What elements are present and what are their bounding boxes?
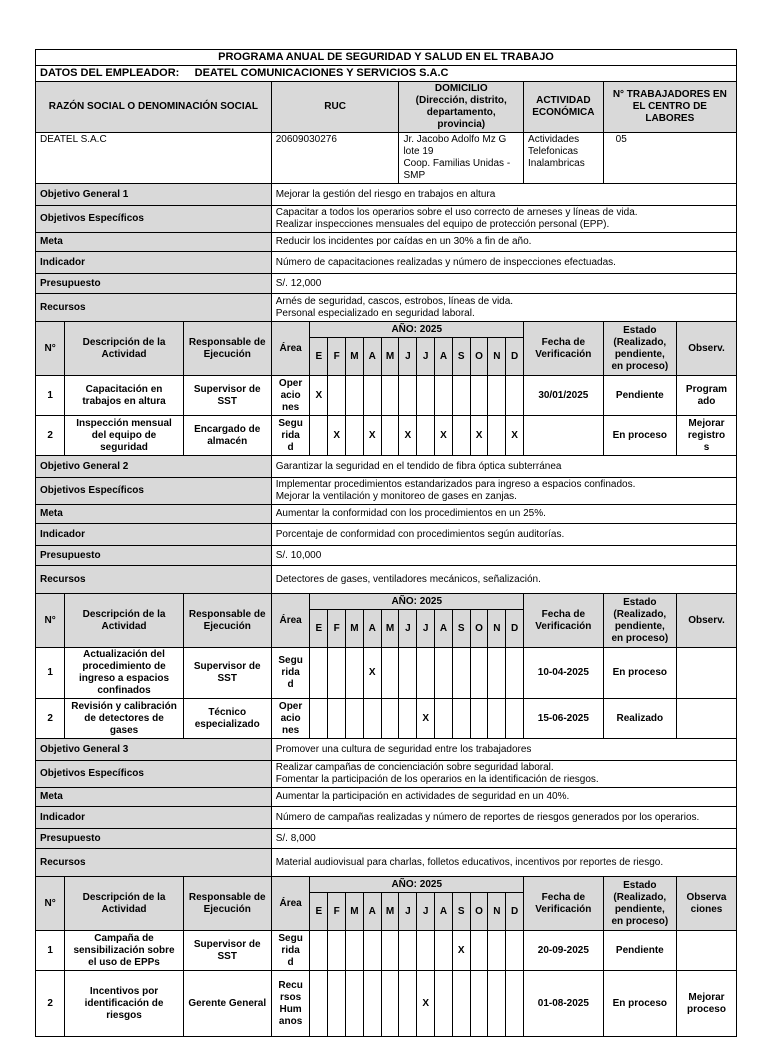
activity-observation: Mejorar proceso: [676, 971, 736, 1037]
header-domicilio: DOMICILIO (Dirección, distrito, departamento, provincia): [399, 82, 524, 133]
objective-general-text: Mejorar la gestión del riesgo en trabajos en altura: [271, 184, 736, 206]
presupuesto-value: S/. 8,000: [271, 829, 736, 849]
month-mark: [328, 971, 346, 1037]
activity-area: Segu rida d: [271, 931, 310, 971]
col-header-desc: Descripción de la Actividad: [65, 877, 183, 931]
activity-area: Oper acio nes: [271, 376, 310, 416]
presupuesto-value: S/. 10,000: [271, 546, 736, 566]
month-mark: [506, 376, 524, 416]
month-mark: [452, 971, 470, 1037]
month-mark: [399, 699, 417, 739]
month-header: A: [363, 610, 381, 648]
header-trabajadores: N° TRABAJADORES EN EL CENTRO DE LABORES: [603, 82, 736, 133]
activity-observation: Mejorar registro s: [676, 416, 736, 456]
month-mark: [346, 931, 364, 971]
program-table: [35, 49, 737, 1037]
month-mark: X: [328, 416, 346, 456]
col-header-area: Área: [271, 594, 310, 648]
month-header: E: [310, 610, 328, 648]
month-mark: [381, 931, 399, 971]
activity-responsible: Técnico especializado: [183, 699, 271, 739]
objectives-especificos-label: Objetivos Específicos: [36, 206, 272, 233]
month-header: A: [435, 610, 453, 648]
activity-area: Recu rsos Hum anos: [271, 971, 310, 1037]
month-mark: X: [399, 416, 417, 456]
month-mark: [488, 648, 506, 699]
col-header-num: N°: [36, 877, 65, 931]
activity-observation: [676, 648, 736, 699]
month-header: N: [488, 893, 506, 931]
month-mark: X: [435, 416, 453, 456]
header-razon-social: RAZÓN SOCIAL O DENOMINACIÓN SOCIAL: [36, 82, 272, 133]
month-header: N: [488, 338, 506, 376]
activity-date: 30/01/2025: [524, 376, 604, 416]
activity-responsible: Supervisor de SST: [183, 931, 271, 971]
employer-name: DEATEL COMUNICACIONES Y SERVICIOS S.A.C: [194, 67, 449, 79]
col-header-desc: Descripción de la Actividad: [65, 322, 183, 376]
month-mark: [328, 648, 346, 699]
month-header: O: [470, 610, 488, 648]
month-mark: [506, 971, 524, 1037]
month-header: S: [452, 893, 470, 931]
month-header: M: [381, 610, 399, 648]
month-mark: [488, 931, 506, 971]
month-header: J: [417, 610, 435, 648]
month-header: J: [417, 893, 435, 931]
month-header: M: [381, 338, 399, 376]
activity-status: Pendiente: [603, 376, 676, 416]
month-header: D: [506, 610, 524, 648]
objectives-especificos-label: Objetivos Específicos: [36, 478, 272, 505]
month-mark: [346, 416, 364, 456]
activity-num: 1: [36, 648, 65, 699]
indicador-label: Indicador: [36, 524, 272, 546]
month-mark: [310, 648, 328, 699]
month-header: M: [346, 610, 364, 648]
month-mark: [470, 931, 488, 971]
meta-value: Reducir los incidentes por caídas en un 30% a fin de año.: [271, 233, 736, 252]
month-header: E: [310, 338, 328, 376]
activity-area: Segu rida d: [271, 416, 310, 456]
activity-status: En proceso: [603, 971, 676, 1037]
employer-row: [36, 66, 737, 82]
month-mark: [435, 376, 453, 416]
month-mark: [417, 931, 435, 971]
objective-general-label: Objetivo General 3: [36, 739, 272, 761]
header-actividad: ACTIVIDAD ECONÓMICA: [524, 82, 604, 133]
month-mark: [381, 699, 399, 739]
month-mark: [452, 648, 470, 699]
objectives-especificos-label: Objetivos Específicos: [36, 761, 272, 788]
activity-status: Pendiente: [603, 931, 676, 971]
month-mark: [363, 971, 381, 1037]
activity-area: Oper acio nes: [271, 699, 310, 739]
meta-label: Meta: [36, 788, 272, 807]
month-header: J: [399, 338, 417, 376]
month-header: J: [399, 610, 417, 648]
col-header-resp: Responsable de Ejecución: [183, 877, 271, 931]
col-header-observ: Observ.: [676, 594, 736, 648]
value-domicilio: Jr. Jacobo Adolfo Mz G lote 19 Coop. Familias Unidas - SMP: [399, 133, 524, 184]
value-razon-social: DEATEL S.A.C: [36, 133, 272, 184]
value-ruc: 20609030276: [271, 133, 399, 184]
month-mark: [435, 971, 453, 1037]
activity-num: 2: [36, 416, 65, 456]
col-header-year: AÑO: 2025: [310, 594, 524, 610]
month-mark: [488, 699, 506, 739]
indicador-value: Número de campañas realizadas y número de reportes de riesgos generados por los operarios.: [271, 807, 736, 829]
col-header-num: N°: [36, 322, 65, 376]
activity-num: 1: [36, 376, 65, 416]
activity-date: [524, 416, 604, 456]
presupuesto-value: S/. 12,000: [271, 274, 736, 294]
month-mark: X: [452, 931, 470, 971]
objectives-especificos-value: Capacitar a todos los operarios sobre el uso correcto de arneses y líneas de vida. Realizar inspecciones mensuales del equipo de protección personal (EPP).: [271, 206, 736, 233]
value-trabajadores: 05: [603, 133, 736, 184]
recursos-label: Recursos: [36, 849, 272, 877]
month-mark: [452, 376, 470, 416]
month-mark: [381, 648, 399, 699]
objectives-especificos-value: Implementar procedimientos estandarizados para ingreso a espacios confinados. Mejorar la ventilación y monitoreo de gases en zanjas.: [271, 478, 736, 505]
month-mark: [328, 931, 346, 971]
month-mark: [470, 648, 488, 699]
presupuesto-label: Presupuesto: [36, 829, 272, 849]
activity-num: 2: [36, 699, 65, 739]
month-mark: [435, 931, 453, 971]
activity-date: 01-08-2025: [524, 971, 604, 1037]
objective-general-text: Promover una cultura de seguridad entre los trabajadores: [271, 739, 736, 761]
month-mark: [488, 971, 506, 1037]
activity-date: 15-06-2025: [524, 699, 604, 739]
month-mark: [363, 376, 381, 416]
month-header: A: [435, 338, 453, 376]
month-mark: X: [310, 376, 328, 416]
month-mark: [435, 699, 453, 739]
employer-label: DATOS DEL EMPLEADOR:: [40, 67, 180, 79]
activity-observation: [676, 931, 736, 971]
month-header: S: [452, 610, 470, 648]
activity-responsible: Supervisor de SST: [183, 648, 271, 699]
month-mark: [363, 699, 381, 739]
recursos-label: Recursos: [36, 294, 272, 322]
month-mark: [417, 416, 435, 456]
col-header-resp: Responsable de Ejecución: [183, 594, 271, 648]
month-header: N: [488, 610, 506, 648]
col-header-fecha: Fecha de Verificación: [524, 322, 604, 376]
presupuesto-label: Presupuesto: [36, 546, 272, 566]
document-title: PROGRAMA ANUAL DE SEGURIDAD Y SALUD EN EL TRABAJO: [36, 50, 737, 66]
meta-label: Meta: [36, 505, 272, 524]
month-mark: [399, 648, 417, 699]
month-header: F: [328, 338, 346, 376]
activity-responsible: Encargado de almacén: [183, 416, 271, 456]
month-mark: [381, 416, 399, 456]
indicador-label: Indicador: [36, 807, 272, 829]
activity-description: Campaña de sensibilización sobre el uso de EPPs: [65, 931, 183, 971]
col-header-year: AÑO: 2025: [310, 877, 524, 893]
month-mark: [470, 699, 488, 739]
month-mark: [381, 376, 399, 416]
indicador-label: Indicador: [36, 252, 272, 274]
col-header-resp: Responsable de Ejecución: [183, 322, 271, 376]
month-mark: [435, 648, 453, 699]
month-header: O: [470, 338, 488, 376]
activity-description: Revisión y calibración de detectores de gases: [65, 699, 183, 739]
sst-program-document: [35, 49, 737, 1037]
month-mark: [328, 376, 346, 416]
recursos-label: Recursos: [36, 566, 272, 594]
activity-description: Capacitación en trabajos en altura: [65, 376, 183, 416]
activity-status: En proceso: [603, 416, 676, 456]
month-mark: [346, 376, 364, 416]
month-header: A: [435, 893, 453, 931]
month-mark: [506, 699, 524, 739]
activity-area: Segu rida d: [271, 648, 310, 699]
month-mark: [310, 416, 328, 456]
col-header-estado: Estado (Realizado, pendiente, en proceso): [603, 877, 676, 931]
activity-observation: Program ado: [676, 376, 736, 416]
activity-num: 2: [36, 971, 65, 1037]
indicador-value: Porcentaje de conformidad con procedimientos según auditorías.: [271, 524, 736, 546]
activity-responsible: Supervisor de SST: [183, 376, 271, 416]
col-header-estado: Estado (Realizado, pendiente, en proceso): [603, 594, 676, 648]
indicador-value: Número de capacitaciones realizadas y número de inspecciones efectuadas.: [271, 252, 736, 274]
col-header-desc: Descripción de la Actividad: [65, 594, 183, 648]
activity-observation: [676, 699, 736, 739]
month-mark: [452, 699, 470, 739]
objective-general-text: Garantizar la seguridad en el tendido de fibra óptica subterránea: [271, 456, 736, 478]
month-mark: X: [470, 416, 488, 456]
recursos-value: Arnés de seguridad, cascos, estrobos, líneas de vida. Personal especializado en seguridad laboral.: [271, 294, 736, 322]
month-mark: [346, 648, 364, 699]
month-header: J: [417, 338, 435, 376]
activity-description: Inspección mensual del equipo de seguridad: [65, 416, 183, 456]
month-mark: [399, 376, 417, 416]
col-header-observ: Observ.: [676, 322, 736, 376]
value-actividad: Actividades Telefonicas Inalambricas: [524, 133, 604, 184]
header-ruc: RUC: [271, 82, 399, 133]
col-header-observ: Observa ciones: [676, 877, 736, 931]
col-header-fecha: Fecha de Verificación: [524, 594, 604, 648]
month-header: O: [470, 893, 488, 931]
month-mark: [310, 931, 328, 971]
month-mark: [452, 416, 470, 456]
month-mark: [470, 376, 488, 416]
activity-status: Realizado: [603, 699, 676, 739]
month-mark: [488, 376, 506, 416]
month-header: M: [381, 893, 399, 931]
month-header: S: [452, 338, 470, 376]
month-header: F: [328, 610, 346, 648]
month-mark: [346, 699, 364, 739]
meta-value: Aumentar la conformidad con los procedimientos en un 25%.: [271, 505, 736, 524]
month-mark: [417, 376, 435, 416]
objective-general-label: Objetivo General 2: [36, 456, 272, 478]
month-mark: [488, 416, 506, 456]
col-header-area: Área: [271, 877, 310, 931]
month-mark: X: [363, 648, 381, 699]
month-header: A: [363, 338, 381, 376]
month-mark: [417, 648, 435, 699]
month-header: F: [328, 893, 346, 931]
recursos-value: Material audiovisual para charlas, folletos educativos, incentivos por reportes de riesgo.: [271, 849, 736, 877]
activity-responsible: Gerente General: [183, 971, 271, 1037]
month-mark: [470, 971, 488, 1037]
month-header: D: [506, 338, 524, 376]
col-header-num: N°: [36, 594, 65, 648]
col-header-area: Área: [271, 322, 310, 376]
month-mark: [506, 931, 524, 971]
month-mark: [328, 699, 346, 739]
objectives-especificos-value: Realizar campañas de concienciación sobre seguridad laboral. Fomentar la participación de los operarios en la identificación de riesgos.: [271, 761, 736, 788]
activity-description: Actualización del procedimiento de ingreso a espacios confinados: [65, 648, 183, 699]
meta-value: Aumentar la participación en actividades de seguridad en un 40%.: [271, 788, 736, 807]
activity-status: En proceso: [603, 648, 676, 699]
month-header: M: [346, 338, 364, 376]
month-header: D: [506, 893, 524, 931]
col-header-fecha: Fecha de Verificación: [524, 877, 604, 931]
month-mark: X: [417, 971, 435, 1037]
meta-label: Meta: [36, 233, 272, 252]
objective-general-label: Objetivo General 1: [36, 184, 272, 206]
presupuesto-label: Presupuesto: [36, 274, 272, 294]
month-header: A: [363, 893, 381, 931]
month-mark: [381, 971, 399, 1037]
month-mark: [363, 931, 381, 971]
month-mark: X: [506, 416, 524, 456]
month-mark: X: [363, 416, 381, 456]
month-header: M: [346, 893, 364, 931]
month-header: J: [399, 893, 417, 931]
month-mark: [346, 971, 364, 1037]
month-mark: X: [417, 699, 435, 739]
activity-date: 10-04-2025: [524, 648, 604, 699]
month-mark: [310, 699, 328, 739]
month-mark: [399, 971, 417, 1037]
activity-description: Incentivos por identificación de riesgos: [65, 971, 183, 1037]
activity-num: 1: [36, 931, 65, 971]
recursos-value: Detectores de gases, ventiladores mecánicos, señalización.: [271, 566, 736, 594]
month-header: E: [310, 893, 328, 931]
activity-date: 20-09-2025: [524, 931, 604, 971]
month-mark: [310, 971, 328, 1037]
month-mark: [506, 648, 524, 699]
col-header-year: AÑO: 2025: [310, 322, 524, 338]
month-mark: [399, 931, 417, 971]
col-header-estado: Estado (Realizado, pendiente, en proceso): [603, 322, 676, 376]
